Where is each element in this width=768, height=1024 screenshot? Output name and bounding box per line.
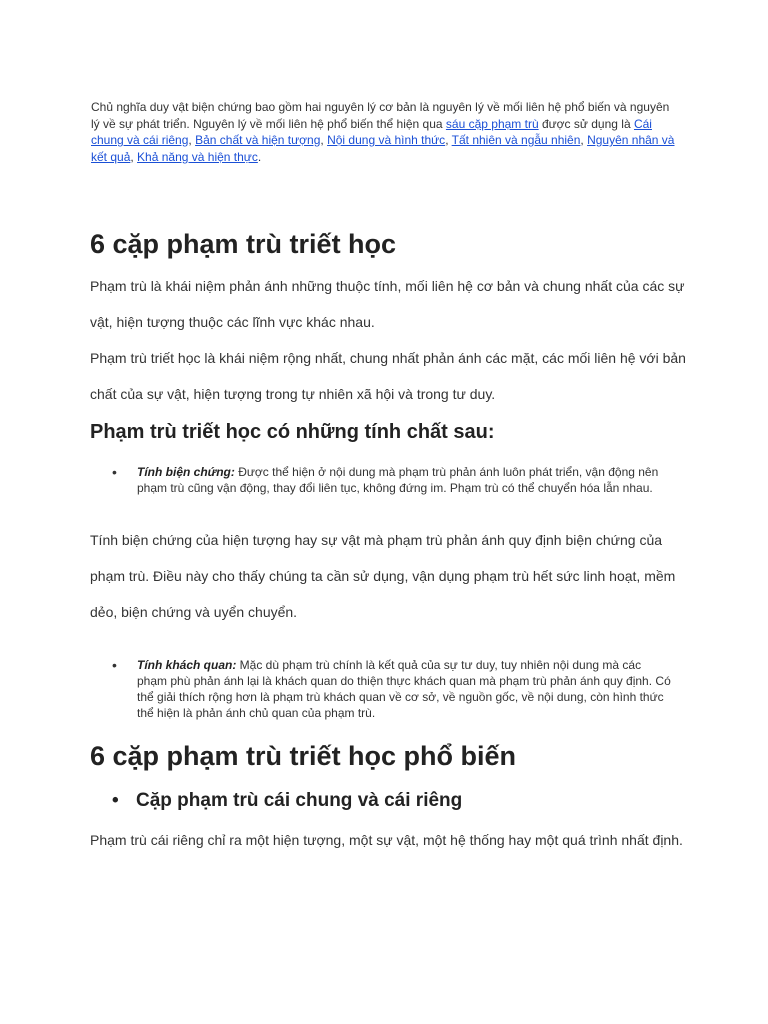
heading-tinh-chat: Phạm trù triết học có những tính chất sau: xyxy=(90,421,495,443)
link-kha-nang-va-hien-thuc[interactable]: Khả năng và hiện thực xyxy=(137,149,258,164)
separator: , xyxy=(130,149,138,164)
intro-paragraph xyxy=(91,99,681,165)
separator: , xyxy=(580,133,588,147)
separator: , xyxy=(188,133,196,147)
intro-text: được sử dụng là xyxy=(538,116,634,131)
bullet-tinh-khach-quan xyxy=(137,657,672,721)
heading-6-cap-pham-tru-pho-bien: 6 cặp phạm trù triết học phổ biến xyxy=(90,741,517,771)
bullet-dot: • xyxy=(112,464,117,480)
link-noi-dung-va-hinh-thuc[interactable]: Nội dung và hình thức xyxy=(327,133,446,147)
bullet-tinh-bien-chung xyxy=(137,464,672,496)
paragraph-pham-tru-definition: Phạm trù là khái niệm phản ánh những thuộc tính, mối liên hệ cơ bản và chung nhất của các sự vật, hiện tượng thuộc các lĩnh vực khác nhau. xyxy=(90,278,685,330)
paragraph-pham-tru-triet-hoc: Phạm trù triết học là khái niệm rộng nhất, chung nhất phản ánh các mặt, các mối liên hệ với bản chất của sự vật, hiện tượng trong tự nhiên xã hội và trong tư duy. xyxy=(90,350,686,402)
heading-cap-pham-tru-cai-chung xyxy=(112,788,462,814)
link-tat-nhien-va-ngau-nhien[interactable]: Tất nhiên và ngẫu nhiên xyxy=(451,133,581,147)
link-nguyen-nhan-va-ket-qua[interactable]: Nguyên nhân và kết quả xyxy=(91,133,675,164)
paragraph-tinh-bien-chung: Tính biện chứng của hiện tượng hay sự vật mà phạm trù phản ánh quy định biện chứng của phạm trù. Điều này cho thấy chúng ta cần sử dụng, vận dụng phạm trù hết sức linh hoạt, mềm dẻo, biện chứng và uyển chuyển. xyxy=(90,532,676,620)
bullet-term: Tính khách quan: xyxy=(137,658,237,672)
link-cai-chung-va-cai-rieng[interactable]: Cái chung và cái riêng xyxy=(91,116,652,147)
intro-end: . xyxy=(257,149,262,164)
bullet-description: Được thể hiện ở nội dung mà phạm trù phản ánh luôn phát triển, vận động nên phạm trù cũng vận động, thay đổi liên tục, không đứng im. Phạm trù có thể chuyển hóa lẫn nhau. xyxy=(137,465,659,495)
bullet-description: Mặc dù phạm trù chính là kết quả của sự tư duy, tuy nhiên nội dung mà các phạm phù phản ánh lại là khách quan do thiện thực khách quan mà phạm trù phản ánh quy định. Có thể giải thích rộng hơn là phạm trù khách quan về cơ sở, về nguồn gốc, về nội dung, còn hình thức thể hiện là phản ánh chủ quan của phạm trù. xyxy=(137,658,671,720)
paragraph-cai-rieng: Phạm trù cái riêng chỉ ra một hiện tượng, một sự vật, một hệ thống hay một quá trình nhất định. xyxy=(90,832,683,848)
separator: , xyxy=(445,133,452,147)
link-ban-chat-va-hien-tuong[interactable]: Bản chất và hiện tượng xyxy=(195,133,321,147)
separator: , xyxy=(320,133,328,147)
bullet-term: Tính biện chứng: xyxy=(137,465,235,479)
link-sau-cap-pham-tru[interactable]: sáu cặp phạm trù xyxy=(445,116,539,131)
heading-cap-pham-tru-cai-chung-label: Cặp phạm trù cái chung và cái riêng xyxy=(136,790,463,811)
bullet-dot: • xyxy=(112,657,117,673)
heading-6-cap-pham-tru: 6 cặp phạm trù triết học xyxy=(90,229,397,259)
intro-text: Chủ nghĩa duy vật biện chứng bao gồm hai nguyên lý cơ bản là nguyên lý về mối liên hệ phổ biến và nguyên lý về sự phát triển. Nguyên lý về mối liên hệ phổ biến thể hiện qua xyxy=(91,100,670,131)
bullet-dot: • xyxy=(112,790,119,811)
